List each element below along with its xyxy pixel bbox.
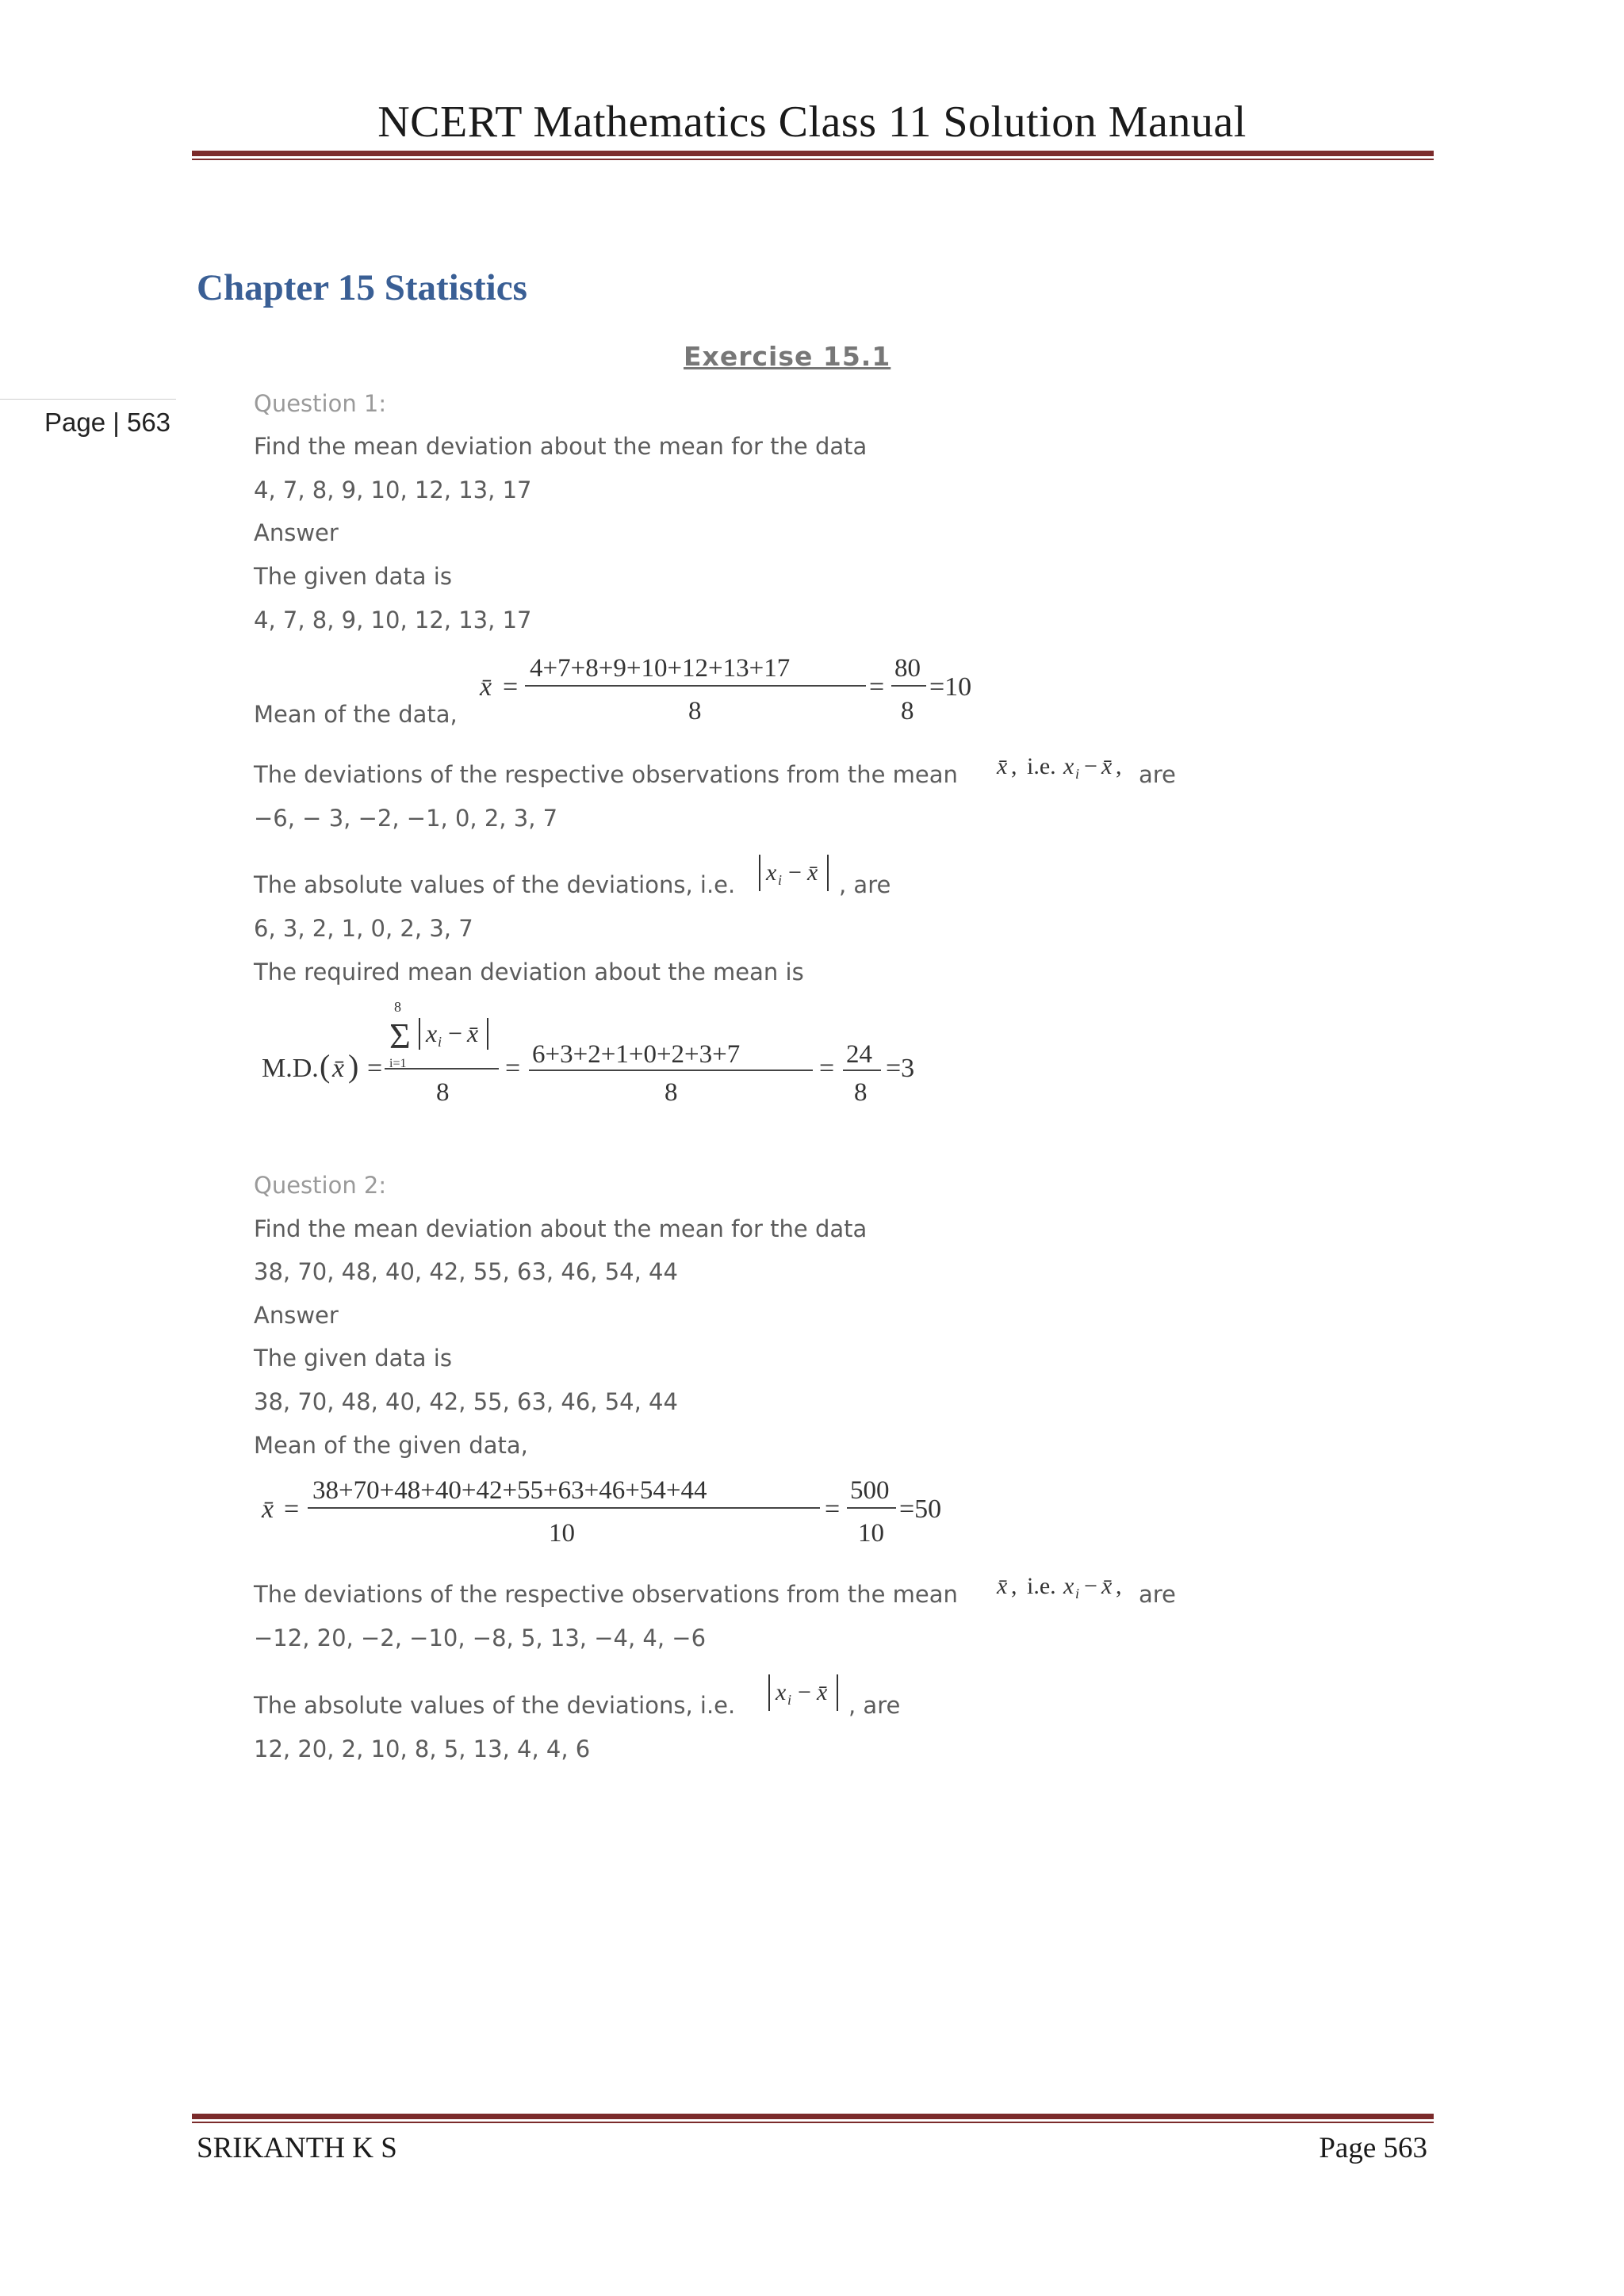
q1-md-formula — [258, 1001, 956, 1119]
q1-md-sum-top: 8 — [394, 1001, 401, 1015]
svg-text:x̄: x̄ — [1101, 753, 1113, 779]
footer-rule-thin — [192, 2122, 1434, 2123]
svg-text:x̄: x̄ — [262, 1494, 274, 1524]
svg-text:=: = — [503, 672, 519, 702]
q2-deviation-text: The deviations of the respective observations from the mean — [254, 1581, 958, 1608]
svg-text:−: − — [788, 859, 802, 886]
footer-author: SRIKANTH K S — [197, 2132, 397, 2164]
svg-text:−: − — [1084, 753, 1097, 779]
q2-deviation-tail: are — [1139, 1581, 1176, 1608]
svg-text:=: = — [869, 672, 885, 702]
q1-md-result: =3 — [886, 1054, 915, 1083]
svg-text:−: − — [1084, 1573, 1097, 1599]
q1-deviations: −6, − 3, −2, −1, 0, 2, 3, 7 — [254, 805, 558, 832]
svg-text:−: − — [798, 1679, 811, 1705]
q2-mean-sum: 500 — [850, 1476, 890, 1505]
svg-text:,: , — [1011, 753, 1017, 779]
svg-text:i: i — [438, 1034, 442, 1050]
svg-text:,: , — [1116, 753, 1122, 779]
svg-text:x: x — [1063, 753, 1074, 779]
side-page-divider — [0, 399, 176, 400]
q1-deviation-tail: are — [1139, 761, 1176, 788]
q2-mean-formula — [255, 1468, 969, 1556]
q1-mean-formula — [476, 646, 999, 733]
q1-abs-formula — [755, 850, 842, 896]
svg-text:=: = — [819, 1054, 835, 1083]
svg-text:x̄: x̄ — [997, 753, 1008, 779]
svg-text:x: x — [776, 1679, 787, 1705]
sigma-symbol: Σ — [389, 1016, 411, 1056]
q2-heading: Question 2: — [254, 1172, 387, 1199]
q1-md-sum-bottom: i=1 — [389, 1057, 407, 1070]
q1-md-frac-num: 24 — [846, 1040, 872, 1069]
q1-heading: Question 1: — [254, 390, 387, 417]
q2-mean-sum-den: 10 — [858, 1519, 884, 1548]
exercise-title: Exercise 15.1 — [684, 341, 891, 372]
svg-text:i.e.: i.e. — [1027, 1573, 1056, 1599]
q2-given-data: 38, 70, 48, 40, 42, 55, 63, 46, 54, 44 — [254, 1388, 678, 1415]
q1-mean-label: Mean of the data, — [254, 701, 458, 728]
q1-md-numerator: 6+3+2+1+0+2+3+7 — [532, 1040, 741, 1069]
footer-page-number: Page 563 — [1319, 2132, 1427, 2164]
q1-deviation-text: The deviations of the respective observations from the mean — [254, 761, 958, 788]
svg-text:i: i — [1075, 766, 1080, 782]
q1-md-label: M.D. — [262, 1054, 319, 1083]
q2-answer-label: Answer — [254, 1302, 339, 1329]
q1-abs-tail: , are — [839, 871, 891, 898]
q1-md-den: 8 — [436, 1078, 450, 1107]
svg-text:=: = — [825, 1494, 841, 1524]
q2-data: 38, 70, 48, 40, 42, 55, 63, 46, 54, 44 — [254, 1258, 678, 1285]
svg-text:x: x — [1063, 1573, 1074, 1599]
svg-text:x: x — [426, 1019, 438, 1047]
q2-mean-label: Mean of the given data, — [254, 1432, 528, 1459]
q1-required-text: The required mean deviation about the mean is — [254, 959, 804, 985]
q2-abs-tail: , are — [848, 1692, 901, 1719]
xbar-symbol: x̄ — [480, 672, 492, 702]
q2-deviation-formula — [995, 1565, 1138, 1605]
svg-text:x̄: x̄ — [817, 1679, 828, 1705]
q1-abs-text: The absolute values of the deviations, i.e. — [254, 871, 736, 898]
svg-text:i: i — [1075, 1586, 1080, 1601]
q2-abs-text: The absolute values of the deviations, i.e. — [254, 1692, 736, 1719]
q2-mean-result: =50 — [899, 1494, 942, 1524]
svg-text:x̄: x̄ — [467, 1019, 479, 1047]
svg-text:,: , — [1011, 1573, 1017, 1599]
q2-mean-numerator: 38+70+48+40+42+55+63+46+54+44 — [312, 1476, 707, 1505]
q1-deviation-formula — [995, 745, 1138, 785]
header-rule-thick — [192, 151, 1434, 156]
svg-text:−: − — [448, 1019, 463, 1047]
q2-abs-formula — [764, 1670, 852, 1716]
svg-text:i: i — [778, 872, 783, 888]
q1-abs-values: 6, 3, 2, 1, 0, 2, 3, 7 — [254, 915, 473, 942]
q1-given-label: The given data is — [254, 563, 452, 590]
footer-rule-thick — [192, 2114, 1434, 2119]
document-title: NCERT Mathematics Class 11 Solution Manual — [377, 98, 1247, 147]
svg-text:x̄: x̄ — [1101, 1573, 1113, 1599]
svg-text:x̄: x̄ — [807, 859, 818, 886]
svg-text:(: ( — [320, 1048, 331, 1084]
svg-text:=: = — [367, 1054, 383, 1083]
q1-mean-numerator: 4+7+8+9+10+12+13+17 — [530, 654, 791, 683]
chapter-title: Chapter 15 Statistics — [197, 267, 527, 308]
svg-text:=: = — [284, 1494, 300, 1524]
q1-md-den2: 8 — [665, 1078, 678, 1107]
q1-mean-result: =10 — [929, 672, 972, 702]
q1-data: 4, 7, 8, 9, 10, 12, 13, 17 — [254, 476, 532, 503]
q2-mean-denominator: 10 — [549, 1519, 575, 1548]
q1-mean-denominator: 8 — [688, 697, 702, 725]
header-rule-thin — [192, 159, 1434, 160]
q1-md-frac-den: 8 — [854, 1078, 868, 1107]
svg-text:=: = — [505, 1054, 521, 1083]
svg-text:i.e.: i.e. — [1027, 753, 1056, 779]
q1-given-data: 4, 7, 8, 9, 10, 12, 13, 17 — [254, 607, 532, 633]
svg-text:): ) — [348, 1048, 359, 1084]
q1-mean-sum: 80 — [894, 654, 921, 683]
svg-text:x: x — [766, 859, 777, 886]
q1-mean-sum-den: 8 — [901, 697, 914, 725]
q1-prompt: Find the mean deviation about the mean for the data — [254, 433, 868, 460]
q2-abs-values: 12, 20, 2, 10, 8, 5, 13, 4, 4, 6 — [254, 1735, 591, 1762]
q2-deviations: −12, 20, −2, −10, −8, 5, 13, −4, 4, −6 — [254, 1624, 707, 1651]
q2-prompt: Find the mean deviation about the mean for the data — [254, 1215, 868, 1242]
q2-given-label: The given data is — [254, 1345, 452, 1372]
svg-text:x̄: x̄ — [997, 1573, 1008, 1599]
q1-answer-label: Answer — [254, 519, 339, 546]
svg-text:x̄: x̄ — [332, 1054, 345, 1083]
side-page-number: Page | 563 — [44, 408, 171, 437]
svg-text:i: i — [787, 1692, 792, 1708]
svg-text:,: , — [1116, 1573, 1122, 1599]
